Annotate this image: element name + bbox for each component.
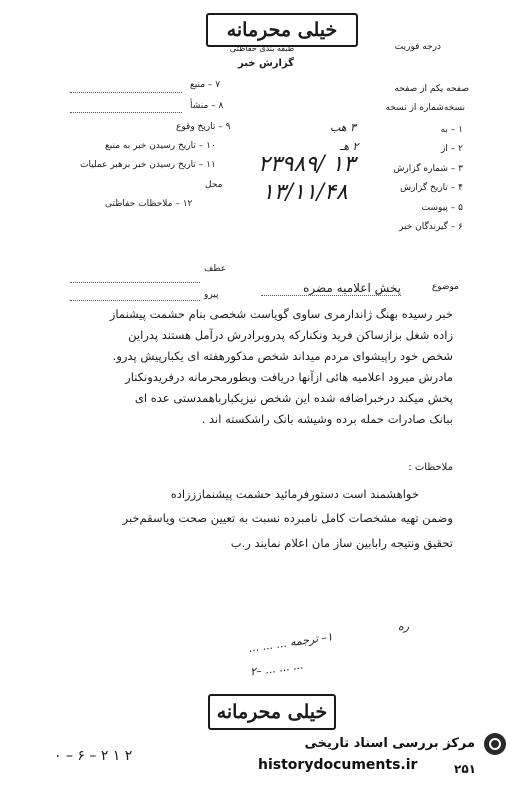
handwritten-to: ۳ هب [330, 121, 357, 134]
body-line-1: خبر رسیده بهنگ ژاندارمری ساوی گویاست شخصی بنام حشمت پیشنماز [109, 307, 453, 321]
handwritten-report-date: ۱۳/۱۱/۴۸ [262, 180, 348, 205]
bottom-left-code: ۰ – ۶ – ۲ ۱ ۲ [54, 748, 133, 764]
field-date-to-source: ۱۰ – تاریخ رسیدن خبر به منبع [105, 141, 216, 151]
field-recipients: ۶ – گیرندگان خبر [398, 222, 463, 232]
archive-logo-icon [488, 737, 502, 751]
notes-line-1: خواهشمند است دستورفرمائید حشمت پیشنمازززاده [170, 487, 419, 501]
watermark-url: historydocuments.ir [258, 757, 418, 773]
body-line-3: شخص خود راپیشوای مردم میداند شخص مذکورهفته ای یکبارپیش پدرو. [112, 349, 453, 363]
field-source-line [70, 92, 182, 93]
bottom-classification-stamp [208, 694, 336, 730]
field-attachment: ۵ – پیوست [421, 203, 463, 213]
watermark-number: ۲۵۱ [454, 762, 476, 776]
top-classification-stamp [206, 13, 358, 47]
handwritten-report-number: ۲۳۹۸۹/ ۱۳ [258, 152, 356, 177]
peyro-line [70, 300, 200, 301]
field-origin: ۸ – منشأ [190, 101, 224, 111]
top-stamp-text: خیلی محرمانه [226, 19, 338, 41]
field-event-date: ۹ – تاریخ وقوع [176, 122, 231, 132]
bottom-stamp-text: خیلی محرمانه [216, 701, 328, 723]
field-security-notes: ۱۲ – ملاحظات حفاظتی [105, 199, 193, 209]
field-to: ۱ – به [440, 125, 463, 135]
field-report-date: ۴ – تاریخ گزارش [400, 183, 463, 193]
subject-text: پخش اعلامیه مضره [261, 281, 401, 296]
atf-line [70, 282, 200, 283]
archive-logo [484, 733, 506, 755]
notes-line-2: وضمن تهیه مشخصات کامل نامبرده نسبت به تعیین صحت ویاسقم‌خبر [122, 511, 453, 525]
notes-label: ملاحظات : [408, 462, 453, 473]
field-origin-line [70, 112, 182, 113]
margin-note-3: ۲– ... ... ... [249, 658, 305, 679]
field-page: صفحه یکم از صفحه [394, 84, 469, 94]
notes-line-3: تحقیق ونتیجه رابابین ساز مان اعلام نمایند ‌ر.ب [230, 536, 453, 550]
body-line-4: مادرش میرود اعلامیه هائی ازآنها دریافت وبطورمحرمانه درفریدونکنار [125, 370, 453, 384]
org-line: طبقه بندی حفاظتی [229, 44, 295, 53]
atf-label: عطف [204, 264, 227, 274]
field-report-number: ۳ – شماره گزارش [393, 164, 463, 174]
field-source: ۷ – منبع [190, 80, 221, 90]
peyro-label: پیرو [204, 290, 219, 300]
body-line-2: زاده شغل بزازساکن فرید ونکنارکه پدروبرادرش درآمل هستند پدراین [128, 328, 453, 342]
watermark-org: مرکز بررسی اسناد تاریخی [304, 736, 475, 751]
handwritten-from: ۲ هـ [340, 140, 359, 153]
body-line-5: پخش میکند درخبراضافه شده این شخص نیزیکبارباهمدستی عده ای [134, 391, 453, 405]
form-title: گزارش خبر [237, 58, 294, 69]
field-copy: نسخه‌شماره از نسخه [385, 103, 465, 113]
field-from: ۲ – از [441, 144, 463, 154]
field-date-to-ops: ۱۱ – تاریخ رسیدن خبر برهبر عملیات [80, 160, 216, 170]
subject-label: موضوع [431, 282, 459, 292]
margin-note-2: ۱– ترجمه ... ... ... [247, 630, 334, 655]
degree-label: درجه فوریت [394, 42, 441, 52]
margin-note-1: ره [398, 620, 410, 633]
field-place: محل [205, 180, 223, 190]
body-line-6: ببانک صادرات حمله برده وشیشه بانک راشکسته اند . [201, 412, 453, 426]
